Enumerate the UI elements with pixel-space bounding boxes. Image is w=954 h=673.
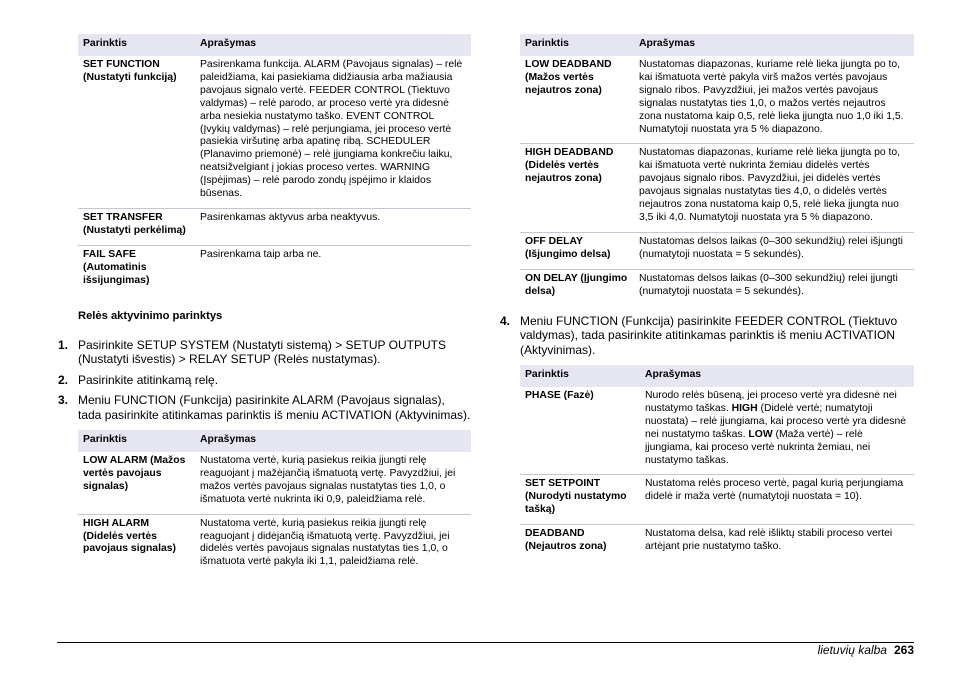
header-desc: Aprašymas	[640, 365, 914, 387]
table-row	[520, 525, 914, 561]
param-desc: Pasirenkama funkcija. ALARM (Pavojaus signalas) – relė paleidžiama, kai pasiekiama didžiausia arba mažiausia pavojaus signalo vertė. FEEDER CONTROL (Tiektuvo valdymas) – relė parodo, ar proceso vertė yra didesnė arba nesiekia nustatymo taško. EVENT CONTROL (Įvykių valdymas) – relė perjungiama, jei proceso vertė pasiekia viršutinę arba apatinę ribą. SCHEDULER (Planavimo priemonė) – relė įjungiama konkrečiu laiku, neatsižvelgiant į jokias proceso vertes. WARNING (Įspėjimas) – relė parodo zondų įspėjimo ir klaidos būsenas.	[200, 59, 463, 200]
param-name: PHASE (Fazė)	[525, 390, 594, 401]
param-desc: Nustatoma delsa, kad relė išliktų stabili proceso vertei artėjant prie nustatymo taško.	[645, 528, 893, 553]
right-column	[500, 34, 914, 561]
deadband-options-table	[520, 34, 914, 306]
param-desc: Nustatomas delsos laikas (0–300 sekundžių) relei įjungti (numatytoji nuostata = 5 sekundės).	[639, 272, 898, 297]
param-name: HIGH DEADBAND (Didelės vertės nejautros zona)	[525, 147, 614, 185]
header-param: Parinktis	[78, 34, 195, 56]
table-header-row	[520, 34, 914, 56]
desc-text: (Maža vertė) – relė įjungiama, kai proceso vertė nukrinta žemiau, nei nustatymo taškas.	[645, 428, 871, 466]
param-desc: Nustatomas diapazonas, kuriame relė lieka įjungta po to, kai išmatuota vertė nukrinta žemiau didelės vertės pavojaus signalo ribos. Pavyzdžiui, jei didelės vertės pavojaus signalas nustatytas ties 4,0, o didelės vertės nejautros zona nustatoma kaip 0,5, relė lieka įjungta nuo 3,5 iki 4,0. Numatytoji nuostata yra 5 % diapazono.	[639, 147, 901, 223]
param-desc: Nustatoma relės proceso vertė, pagal kurią perjungiama didelė ir maža vertė (numatytoji nuostata = 10).	[645, 478, 904, 503]
step-text: Pasirinkite SETUP SYSTEM (Nustatyti sistemą) > SETUP OUTPUTS (Nustatyti išvestis) > RELAY SETUP (Relės nustatymas).	[78, 337, 446, 366]
param-desc: Pasirenkamas aktyvus arba neaktyvus.	[200, 211, 381, 223]
table-header-row	[78, 430, 471, 452]
param-desc: Nustatoma vertė, kurią pasiekus reikia įjungti relę reaguojant į mažėjančią išmatuotą vertę. Pavyzdžiui, jei mažos vertės pavojaus signalas nustatytas ties 1,0, o išmatuota vertė nukrinta iki 0,9, paleidžiama relė.	[200, 455, 456, 505]
desc-text: (Didelė vertė; numatytoji nuostata) – relė įjungiama, kai proceso vertė yra didesnė nei nustatymo taškas.	[645, 402, 907, 440]
page-footer	[818, 643, 914, 657]
param-name: OFF DELAY (Išjungimo delsa)	[525, 235, 611, 260]
header-desc: Aprašymas	[634, 34, 914, 56]
step-number: 1.	[58, 337, 69, 352]
table-row	[520, 387, 914, 475]
steps-list	[500, 313, 914, 358]
param-name: SET TRANSFER (Nustatyti perkėlimą)	[83, 211, 186, 236]
table-row	[78, 56, 471, 208]
desc-bold-high: HIGH	[731, 402, 758, 414]
footer-divider	[57, 642, 914, 643]
step-item	[58, 337, 471, 367]
param-name: ON DELAY (Įjungimo delsa)	[525, 272, 628, 297]
step-text: Meniu FUNCTION (Funkcija) pasirinkite ALARM (Pavojaus signalas), tada pasirinkite atitinkamas parinktis iš meniu ACTIVATION (Aktyvinimas).	[78, 393, 471, 422]
header-param: Parinktis	[520, 365, 640, 387]
table-row	[520, 56, 914, 144]
desc-bold-low: LOW	[748, 428, 773, 440]
param-name: DEADBAND (Nejautros zona)	[525, 528, 607, 553]
steps-list	[58, 337, 471, 423]
setup-options-table	[78, 34, 471, 295]
section-heading: Relės aktyvinimo parinktys	[78, 309, 223, 322]
step-number: 4.	[500, 313, 511, 328]
step-item	[58, 372, 471, 388]
footer-language: lietuvių kalba	[817, 643, 887, 657]
param-name: FAIL SAFE (Automatinis išsijungimas)	[83, 248, 150, 286]
table-row	[78, 208, 471, 245]
step-item	[58, 393, 471, 422]
alarm-options-table	[78, 430, 471, 576]
desc-text: Nurodo relės būseną, jei proceso vertė yra didesnė nei nustatymo taškas.	[645, 390, 897, 414]
page-number: 263	[893, 643, 914, 657]
param-name: SET FUNCTION (Nustatyti funkciją)	[83, 59, 177, 83]
step-text: Meniu FUNCTION (Funkcija) pasirinkite FEEDER CONTROL (Tiektuvo valdymas), tada pasirinkite atitinkamas parinktis iš meniu ACTIVATION (Aktyvinimas).	[520, 313, 898, 357]
param-desc: Pasirenkama taip arba ne.	[200, 248, 322, 260]
param-name: SET SETPOINT (Nurodyti nustatymo tašką)	[525, 478, 627, 516]
param-desc: Nustatoma vertė, kurią pasiekus reikia įjungti relę reaguojant į didėjančią išmatuotą vertę. Pavyzdžiui, jei didelės vertės pavojaus signalas nustatytas ties 1,0, o išmatuota vertė pakyla iki 1,1, paleidžiama relė.	[200, 517, 450, 568]
feeder-options-table	[520, 365, 914, 561]
left-column	[58, 34, 471, 576]
table-row	[78, 514, 471, 576]
table-row	[78, 452, 471, 514]
table-row	[520, 144, 914, 232]
table-header-row	[78, 34, 471, 56]
step-number: 3.	[58, 393, 69, 407]
table-row	[520, 269, 914, 305]
table-row	[520, 475, 914, 525]
param-desc	[640, 387, 914, 475]
header-param: Parinktis	[78, 430, 195, 452]
header-desc: Aprašymas	[195, 34, 471, 56]
header-param: Parinktis	[520, 34, 634, 56]
param-name: LOW ALARM (Mažos vertės pavojaus signalas)	[83, 455, 186, 492]
table-row	[78, 245, 471, 294]
table-header-row	[520, 365, 914, 387]
step-text: Pasirinkite atitinkamą relę.	[78, 372, 219, 387]
param-name: HIGH ALARM (Didelės vertės pavojaus signalas)	[83, 517, 176, 555]
param-desc: Nustatomas delsos laikas (0–300 sekundžių) relei išjungti (numatytoji nuostata = 5 sekundės).	[639, 235, 903, 260]
step-number: 2.	[58, 372, 69, 387]
header-desc: Aprašymas	[195, 430, 471, 452]
table-row	[520, 232, 914, 269]
step-item	[500, 313, 914, 358]
param-name: LOW DEADBAND (Mažos vertės nejautros zona)	[525, 59, 612, 96]
param-desc: Nustatomas diapazonas, kuriame relė lieka įjungta po to, kai išmatuota vertė pakyla virš mažos vertės pavojaus signalo ribos. Pavyzdžiui, jei mažos vertės pavojaus signalas nustatytas ties 1,0, o mažos vertės nejautros zona nustatoma kaip 0,5, relė lieka įjungta nuo 1,0 iki 1,5. Numatytoji nuostata yra 5 % diapazono.	[639, 59, 904, 135]
